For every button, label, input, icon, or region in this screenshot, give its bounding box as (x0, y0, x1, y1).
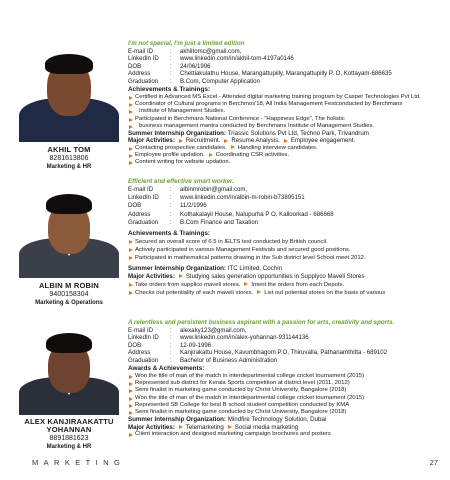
profile-department: Marketing & Operations (35, 300, 103, 306)
achievement-item: Represented SB College for best B school student competition conducted by KMA (128, 402, 444, 409)
profile-card-albin-m-robin (0, 172, 450, 310)
page-number: 27 (429, 458, 438, 467)
profile-phone: 8891881623 (49, 435, 89, 442)
profile-tagline: I'm not special, I'm just a limited edition (128, 40, 245, 47)
profile-tagline: Efficient and effective smart worker. (128, 178, 234, 185)
footer-section-title: MARKETING (32, 458, 126, 467)
activity-item: Checks out potentiality of each maveli stores. List out potential stores on the basis of various (128, 289, 444, 297)
activity-item: Content writing for website updation. (128, 159, 444, 166)
profile-name-line-2: YOHANNAN (46, 425, 92, 434)
profile-photo-column (12, 182, 126, 307)
detail-row: Address : Kanjirakattu House, Kavumbhagom P.O, Thiruvalla, Pathanamthitta - 689102 (128, 349, 388, 357)
achievement-item: Certified in Advanced MS Excel - Attended digital marketing training program by Casper Technologies Pvt Ltd. (128, 94, 444, 101)
detail-row: Graduation : B.Com Finance and Taxation (128, 218, 259, 226)
detail-row: DOB : 12-09-1996 (128, 341, 212, 349)
detail-row: LinkedIn ID : www.linkedin.com/in/albin-m-robin-b73895151 (128, 194, 305, 202)
profile-name-line-1: ALEX KANJIRAAKATTU (24, 417, 114, 426)
detail-row: E-mail ID : albinmrobin@gmail.com, (128, 186, 248, 193)
achievement-item: Semi finalist in marketing game conducted by Christ University, Bangalore (2018) (128, 387, 444, 394)
achievement-item: Won the title of man of the match in interdepartmental college cricket tournament (2015) (128, 395, 444, 402)
profile-info (128, 319, 444, 438)
detail-row: Address : Kothakalayil House, Nalupurha P O, Kalloorkad - 686668 (128, 210, 334, 218)
achievements-heading: Achievements & Trainings: (128, 230, 211, 238)
achievement-item: Won the title of man of the match in interdepartmental college cricket tournament (2015) (128, 373, 444, 380)
profile-phone: 8281613806 (49, 155, 89, 162)
profile-photo-column (12, 323, 126, 451)
detail-row: LinkedIn ID : www.linkedin.com/in/akhil-tom-4197a0146 (128, 55, 294, 63)
activities-row: Major Activities: Studying sales generation opportunities in Supplyco Maveli Stores (128, 273, 365, 281)
profile-photo-column (12, 42, 126, 171)
detail-row: E-mail ID : alexaky123@gmail.com, (128, 327, 247, 334)
internship-row: Summer Internship Organization: Triassic Solutions Pvt Ltd, Techno Park, Trivandrum (128, 130, 369, 138)
profile-photo (17, 42, 121, 142)
activities-row: Major Activities: Telemarketing Social media marketing (128, 423, 299, 431)
detail-row: LinkedIn ID : www.linkedin.com/in/alex-yohannan-931144136 (128, 334, 309, 342)
achievement-item: Represented sub district for Kerala Sports competition at district level (2011, 2012) (128, 380, 444, 387)
detail-row: DOB : 24/06/1996 (128, 62, 211, 70)
profile-info (128, 178, 444, 297)
profile-department: Marketing & HR (46, 444, 92, 450)
detail-row: Address : Chettiakulathu House, Marangattupilly, Marangattupilly P. O, Kottayam-686635 (128, 70, 392, 78)
profile-photo (17, 182, 121, 278)
achievement-item: Secured an overall score of 6.5 in IELTS test conducted by British council. (128, 238, 444, 246)
activity-item: Employee profile updation. Coordinating CSR activities. (128, 152, 444, 159)
achievement-item: Coordinator of Cultural programs in Berchmos'18, All India Management Festconducted by Berchmans (128, 101, 444, 108)
internship-row: Summer Internship Organization: Mindfire Technology Solution, Dubai (128, 416, 327, 424)
activity-item: Contacting prospective candidates. Handling interview candidates. (128, 145, 444, 152)
profile-card-alex-kanjiraakattu-yohannan (0, 313, 450, 461)
detail-row: Graduation : Bachelor of Business Administration (128, 356, 278, 364)
achievement-item: Semi finalist in marketing game conducted by Christ University, Bangalore (2018) (128, 409, 444, 416)
activity-item: Take orders from supplico maveli stores. Intent the orders from each Depots. (128, 281, 444, 289)
achievements-heading: Achievements & Trainings: (128, 86, 211, 94)
profile-photo (17, 323, 121, 415)
profile-name: AKHIL TOM (47, 145, 91, 154)
achievement-item: Actively participated in various Management Festivals and secured good positions. (128, 246, 444, 254)
achievement-item-continued: Institute of Management Studies. (128, 108, 444, 115)
activities-row: Major Activities: Recruitment. Resume Analysis. Employee engagement. (128, 137, 356, 145)
profile-card-akhil-tom (0, 36, 450, 174)
achievement-item: Participated in mathematical patterns drawing in the Sub district level School meet 2012. (128, 254, 444, 262)
detail-row: Graduation : B.Com, Computer Application (128, 77, 260, 85)
profile-info (128, 40, 444, 166)
detail-row: DOB : 11/2/1996 (128, 202, 207, 210)
profile-phone: 9400158304 (49, 291, 89, 298)
detail-row: E-mail ID : akhiltomc@gmail.com, (128, 48, 242, 55)
profile-department: Marketing & HR (46, 164, 92, 170)
achievements-heading: Awards & Achievements: (128, 365, 205, 373)
achievement-item-continued: business management mantra conducted by Berchmans Institute of Management Studies. (128, 123, 444, 130)
activity-item: Client interaction and designed marketing campaign brochures and posters (128, 431, 444, 438)
profile-tagline: A relentless and persistent business aspirant with a passion for arts, creativity and sports. (128, 319, 395, 326)
internship-row: Summer Internship Organization: ITC Limited, Cochin (128, 265, 283, 273)
profile-name: ALBIN M ROBIN (38, 281, 100, 290)
achievement-item: Participated in Berchmans National Conference - "Happiness Edge", The holistic (128, 116, 444, 123)
